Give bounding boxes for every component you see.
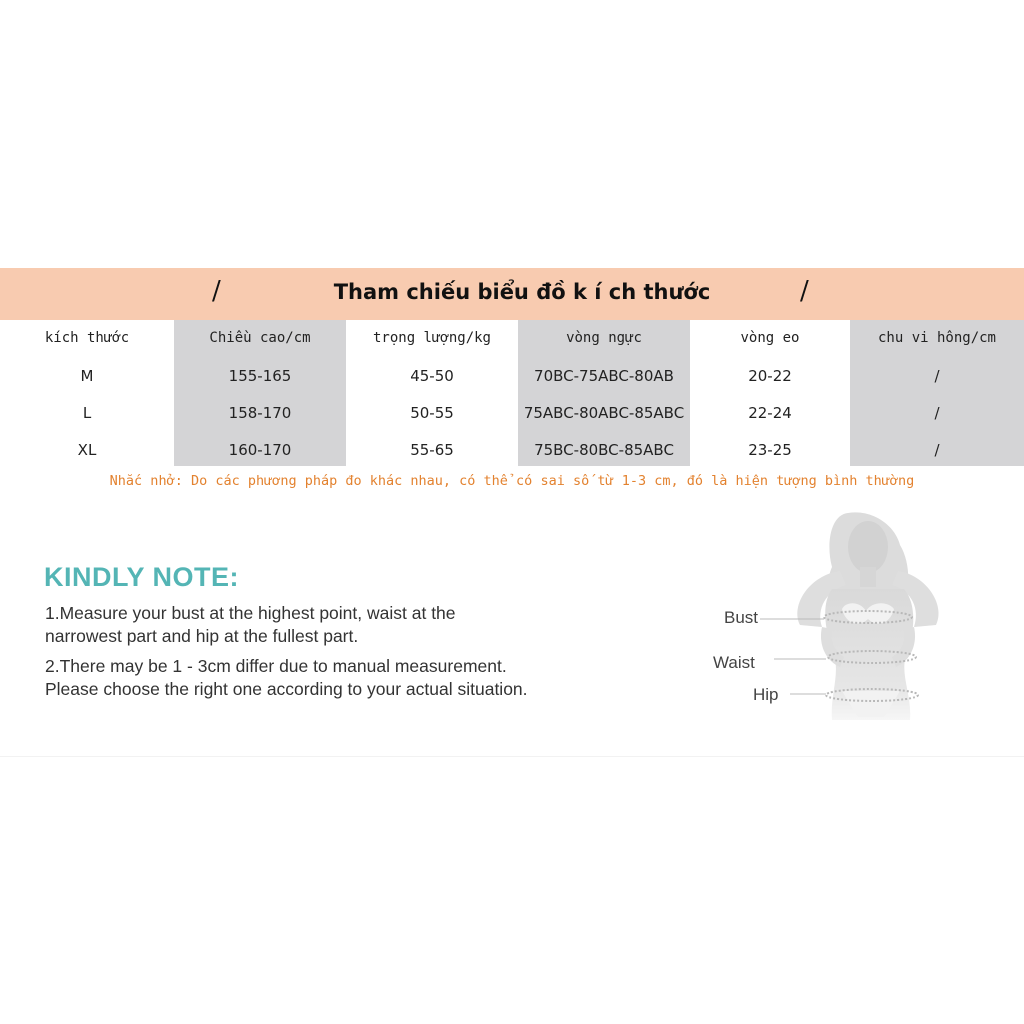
bust-label: Bust [724, 608, 759, 627]
cell: 155-165 [228, 367, 292, 385]
header-bust: vòng ngực [566, 330, 642, 346]
banner-slash-left: / [212, 276, 221, 306]
size-chart-title: Tham chiếu biểu đồ k í ch thước [333, 280, 711, 304]
cell: 22-24 [748, 404, 792, 422]
column-waist [690, 320, 850, 466]
header-height: Chiều cao/cm [209, 330, 311, 346]
banner-slash-right: / [800, 276, 809, 306]
column-hip [850, 320, 1024, 466]
note-line: narrowest part and hip at the fullest part. [45, 626, 359, 646]
column-size [0, 320, 174, 466]
column-bust [518, 320, 690, 466]
cell: XL [77, 441, 97, 459]
cell: 55-65 [410, 441, 454, 459]
cell: / [934, 441, 940, 459]
cell: 75ABC-80ABC-85ABC [523, 404, 685, 422]
waist-label: Waist [713, 653, 755, 672]
body-silhouette-icon [760, 505, 960, 745]
cell: / [934, 367, 940, 385]
cell: 75BC-80BC-85ABC [534, 441, 674, 459]
size-table [0, 320, 1024, 466]
header-hip: chu vi hông/cm [877, 330, 996, 346]
cell: M [80, 367, 94, 385]
cell: 45-50 [410, 367, 454, 385]
header-weight: trọng lượng/kg [372, 330, 491, 346]
title-banner [0, 268, 1024, 320]
header-size: kích thước [44, 330, 130, 346]
cell: 160-170 [228, 441, 292, 459]
kindly-note-heading: KINDLY NOTE: [44, 562, 240, 592]
note-line: Please choose the right one according to your actual situation. [45, 679, 528, 699]
cell: 23-25 [748, 441, 792, 459]
header-waist: vòng eo [740, 330, 800, 346]
column-weight [346, 320, 518, 466]
reminder-text: Nhắc nhở: Do các phương pháp đo khác nhau, có thể có sai số từ 1-3 cm, đó là hiện tượng bình thường [109, 473, 915, 489]
note-line: 1.Measure your bust at the highest point, waist at the [45, 603, 456, 623]
cell: 20-22 [748, 367, 792, 385]
hip-label: Hip [753, 685, 779, 704]
cell: 70BC-75ABC-80AB [534, 367, 674, 385]
cell: / [934, 404, 940, 422]
column-height [174, 320, 346, 466]
note-line: 2.There may be 1 - 3cm differ due to manual measurement. [45, 656, 507, 676]
divider [0, 756, 1024, 757]
cell: 50-55 [410, 404, 454, 422]
cell: L [82, 404, 92, 422]
cell: 158-170 [228, 404, 292, 422]
